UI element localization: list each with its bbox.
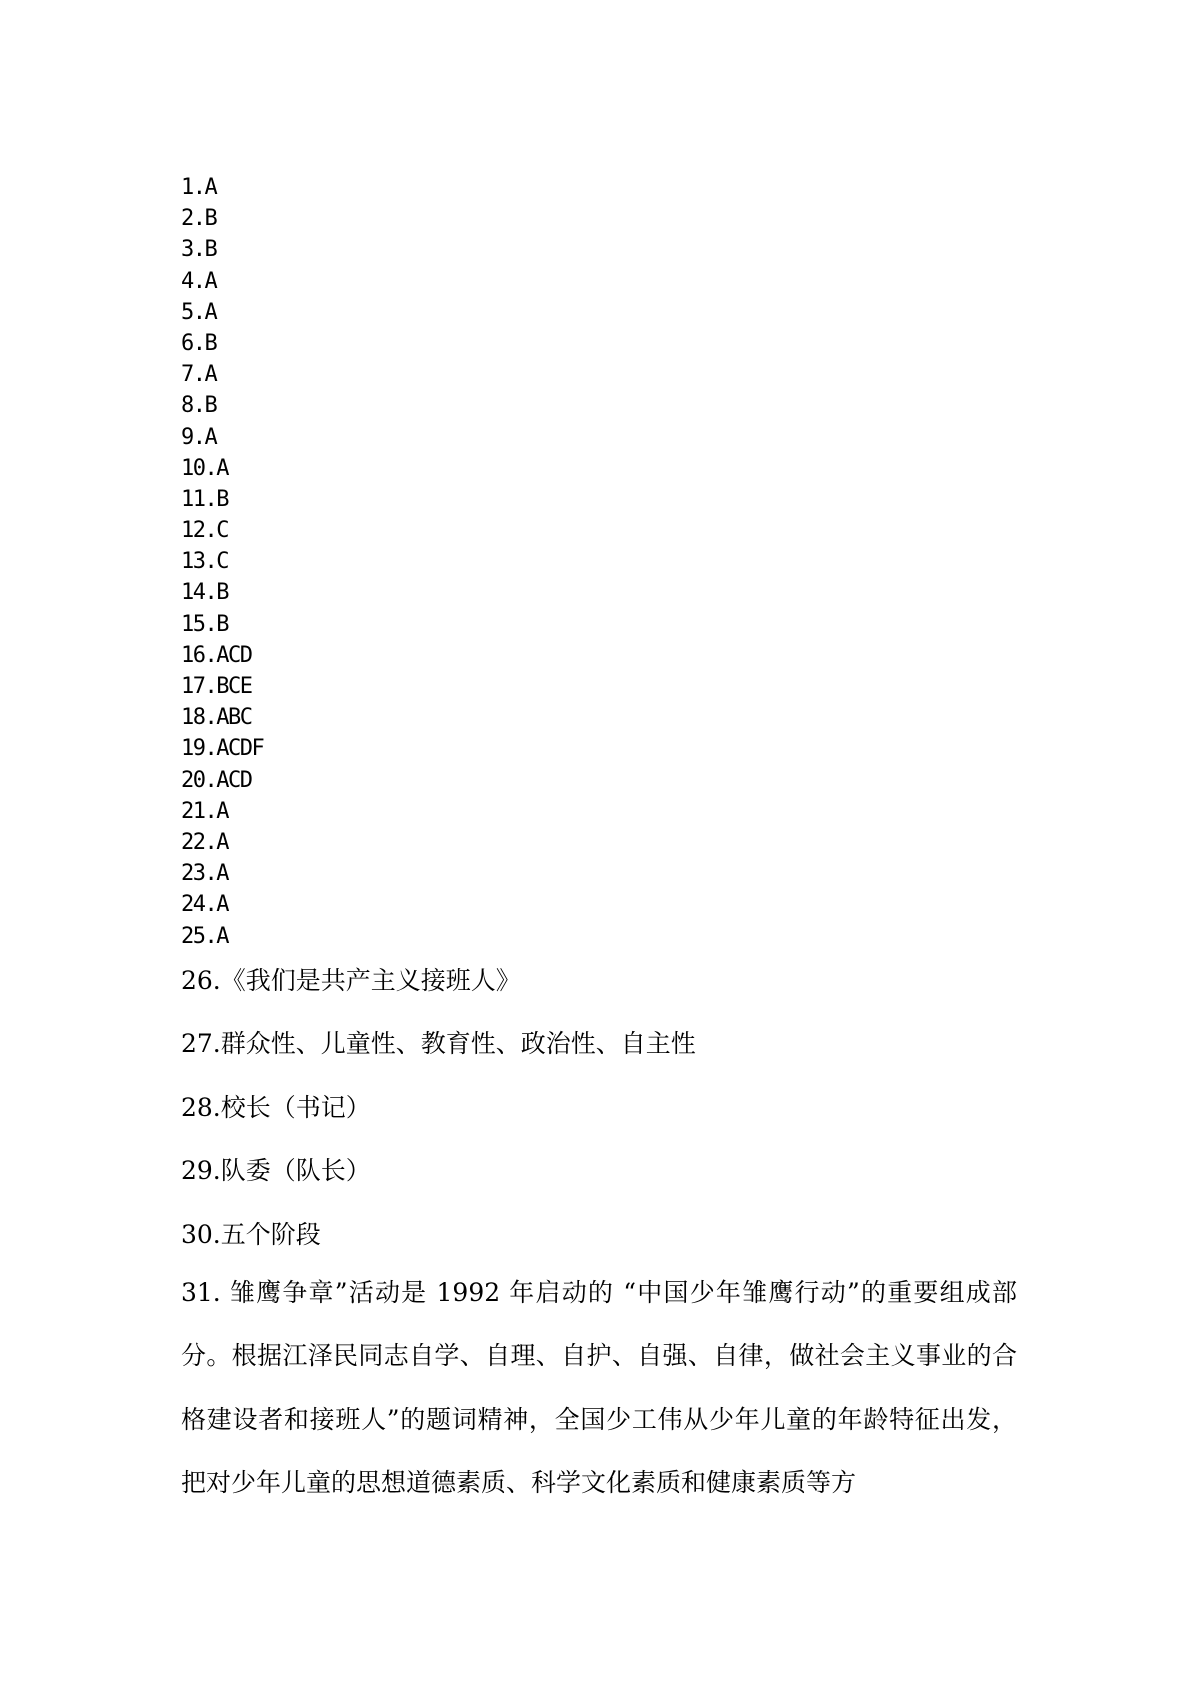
- answer-item: 7.A: [181, 362, 217, 388]
- answer-item: 3.B: [181, 237, 217, 263]
- answer-item: 25.A: [181, 923, 228, 949]
- answer-item: 15.B: [181, 611, 228, 637]
- answer-item: 9.A: [181, 424, 217, 450]
- answer-item: 4.A: [181, 268, 217, 294]
- answer-item: 19.ACDF: [181, 736, 264, 762]
- answer-item: 12.C: [181, 518, 228, 544]
- answer-item: 16.ACD: [181, 642, 252, 668]
- answer-item: 8.B: [181, 393, 217, 419]
- short-answer-list: [181, 172, 263, 952]
- answer-item: 10.A: [181, 455, 228, 481]
- answer-item: 14.B: [181, 580, 228, 606]
- answer-item: 11.B: [181, 486, 228, 512]
- answer-item: 24.A: [181, 892, 228, 918]
- answer-item: 17.BCE: [181, 674, 252, 699]
- answer-item: 21.A: [181, 798, 228, 824]
- answer-item: 22.A: [181, 829, 228, 855]
- fill-answer-item: 27.群众性、儿童性、教育性、政治性、自主性: [181, 1029, 696, 1059]
- answer-item: 23.A: [181, 861, 228, 887]
- fill-answer-list: [181, 963, 696, 1280]
- answer-item: 13.C: [181, 549, 228, 575]
- fill-answer-item: 29.队委（队长）: [181, 1156, 371, 1186]
- answer-item: 2.B: [181, 206, 217, 232]
- essay-answer-31: 31. 雏鹰争章”活动是 1992 年启动的 “中国少年雏鹰行动”的重要组成部分。根据江泽民同志自学、自理、自护、自强、自律，做社会主义事业的合格建设者和接班人”的题词精神，全国少工伟从少年儿童的年龄特征出发，把对少年儿童的思想道德素质、科学文化素质和健康素质等方: [181, 1278, 1017, 1498]
- answer-item: 1.A: [181, 175, 217, 200]
- fill-answer-item: 30.五个阶段: [181, 1219, 321, 1249]
- answer-item: 20.ACD: [181, 767, 252, 793]
- fill-answer-item: 28.校长（书记）: [181, 1092, 371, 1122]
- answer-item: 18.ABC: [181, 705, 252, 731]
- fill-answer-item: 26.《我们是共产主义接班人》: [181, 966, 521, 995]
- answer-item: 5.A: [181, 299, 217, 325]
- answer-item: 6.B: [181, 330, 217, 356]
